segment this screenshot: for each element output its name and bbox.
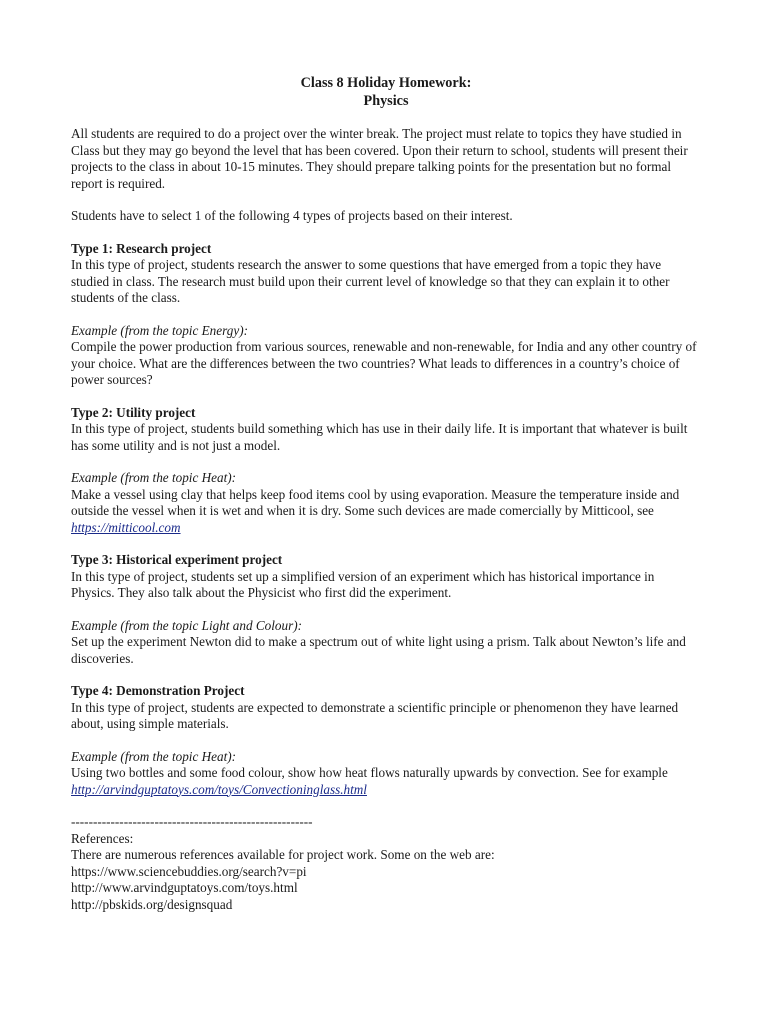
type-1-example-text: Compile the power production from various sources, renewable and non-renewable, for India and any other country of your choice. What are the differences between the two countries? What leads to differences in a country’s choice of power sources?: [71, 339, 697, 387]
select-instruction: Students have to select 1 of the following 4 types of projects based on their interest.: [71, 208, 513, 223]
document-title: [71, 74, 701, 110]
references-section: [71, 814, 701, 913]
project-type-4: [71, 683, 701, 798]
type-3-description: In this type of project, students set up a simplified version of an experiment which has historical importance in Physics. They also talk about the Physicist who first did the experiment.: [71, 568, 655, 600]
type-2-example-text: Make a vessel using clay that helps keep food items cool by using evaporation. Measure the temperature inside and outside the vessel when it is wet and when it is dry. Some such devices are made comercially by Mitticool, see: [71, 486, 680, 518]
project-type-3: [71, 552, 701, 667]
type-2-description: In this type of project, students build something which has use in their daily life. It is important that whatever is built has some utility and is not just a model.: [71, 421, 688, 453]
project-type-2: [71, 405, 701, 537]
title-line-2: Physics: [363, 93, 409, 109]
reference-link: https://www.sciencebuddies.org/search?v=pi: [71, 863, 307, 879]
type-2-example-heading: Example (from the topic Heat):: [71, 470, 237, 485]
convection-link[interactable]: http://arvindguptatoys.com/toys/Convectioninglass.html: [71, 781, 367, 797]
type-1-example-heading: Example (from the topic Energy):: [71, 322, 248, 338]
type-4-example-heading: Example (from the topic Heat):: [71, 748, 237, 764]
project-type-1: [71, 241, 701, 389]
reference-link: http://www.arvindguptatoys.com/toys.html: [71, 880, 298, 895]
references-divider: -------------------------------------------------------: [71, 814, 313, 829]
mitticool-link[interactable]: https://mitticool.com: [71, 519, 181, 535]
type-1-description: In this type of project, students research the answer to some questions that have emerged from a topic they have studied in class. The research must build upon their current level of knowledge so that they can explain it to other students of the class.: [71, 257, 670, 305]
type-2-example: [71, 487, 701, 537]
type-3-example-text: Set up the experiment Newton did to make a spectrum out of white light using a prism. Talk about Newton’s life and discoveries.: [71, 634, 686, 666]
type-4-description: In this type of project, students are expected to demonstrate a scientific principle or phenomenon they have learned about, using simple materials.: [71, 699, 679, 731]
reference-link: http://pbskids.org/designsquad: [71, 896, 233, 912]
intro-paragraph: All students are required to do a project over the winter break. The project must relate to topics they have studied in Class but they may go beyond the level that has been covered. Upon their return to school, students will present their projects to the class in about 10-15 minutes. They should prepare talking points for the presentation but no formal report is required.: [71, 126, 688, 191]
type-1-heading: Type 1: Research project: [71, 240, 212, 256]
title-line-1: Class 8 Holiday Homework:: [300, 75, 472, 91]
type-4-example-text: Using two bottles and some food colour, show how heat flows naturally upwards by convection. See for example: [71, 765, 668, 780]
references-heading: References:: [71, 830, 134, 846]
type-3-example-heading: Example (from the topic Light and Colour):: [71, 617, 302, 633]
type-4-example: [71, 765, 701, 798]
type-4-heading: Type 4: Demonstration Project: [71, 683, 245, 698]
type-3-heading: Type 3: Historical experiment project: [71, 552, 283, 567]
document-page: [71, 74, 701, 913]
type-2-heading: Type 2: Utility project: [71, 404, 196, 420]
references-intro: There are numerous references available for project work. Some on the web are:: [71, 847, 495, 862]
